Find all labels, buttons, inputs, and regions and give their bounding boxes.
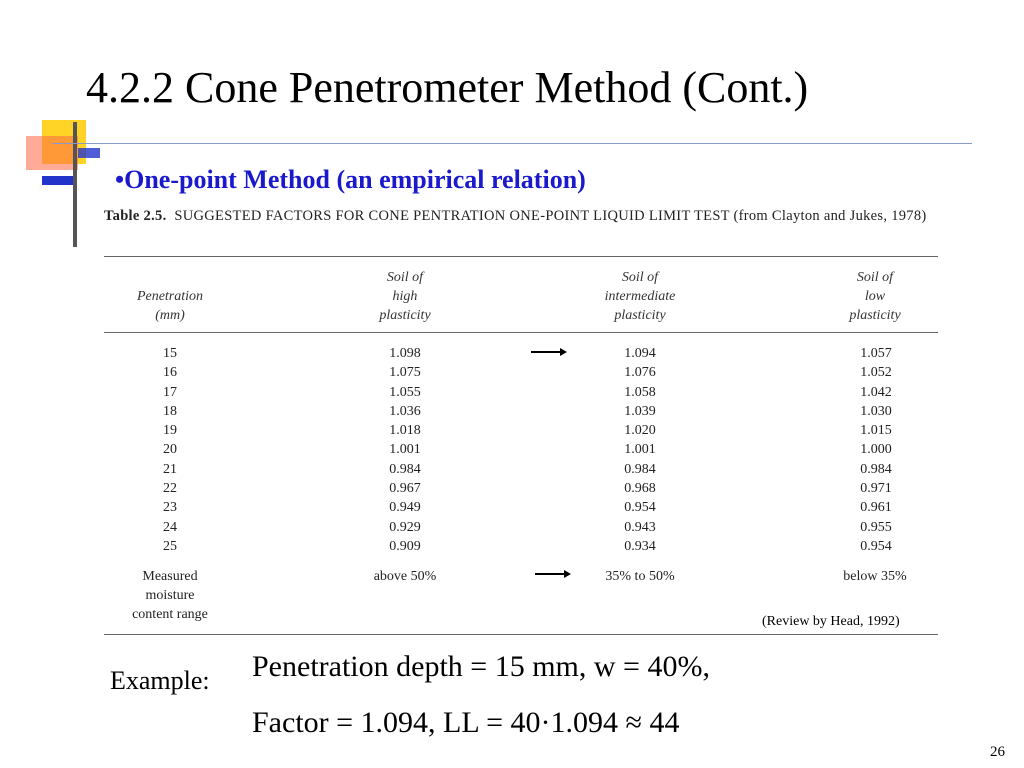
bullet-one-point-method: •One-point Method (an empirical relation) xyxy=(115,165,586,194)
col-header-intermediate: Soil of intermediate plasticity xyxy=(604,270,676,323)
decor-vertical-line xyxy=(73,122,77,247)
table-cell: 19 xyxy=(163,423,177,439)
table-cell: 0.909 xyxy=(389,538,421,554)
title-divider xyxy=(52,143,972,144)
col-values-penetration xyxy=(130,344,210,556)
table-cell: 22 xyxy=(163,481,177,497)
table-cell: 1.057 xyxy=(860,346,892,361)
table-cell: 0.967 xyxy=(389,481,421,497)
table-cell: 18 xyxy=(163,403,177,419)
table-cell: 0.954 xyxy=(624,500,656,516)
table-caption-label: Table 2.5. xyxy=(104,208,167,224)
table-cell: 23 xyxy=(163,500,177,516)
col-header-penetration: Penetration (mm) xyxy=(136,289,204,323)
table-cell: 1.039 xyxy=(624,403,656,419)
table-cell: 1.055 xyxy=(389,384,421,400)
table-cell: 1.075 xyxy=(389,365,421,381)
table-cell: 0.984 xyxy=(860,461,892,477)
table-cell: 0.934 xyxy=(624,538,656,554)
col-header-low: Soil of low plasticity xyxy=(849,270,901,323)
table-cell: 0.943 xyxy=(624,519,656,535)
range-label: Measured moisture content range xyxy=(132,569,208,622)
table-cell: 21 xyxy=(163,461,177,477)
table-cell: 24 xyxy=(163,519,177,535)
table-cell: 0.984 xyxy=(389,461,421,477)
range-high: above 50% xyxy=(373,569,437,584)
arrow-right-icon xyxy=(535,573,569,575)
table-cell: 17 xyxy=(163,384,177,400)
table-cell: 1.098 xyxy=(389,346,421,361)
table-cell: 1.001 xyxy=(624,442,656,458)
table-cell: 1.036 xyxy=(389,403,421,419)
table-cell: 0.955 xyxy=(860,519,892,535)
table-cell: 1.001 xyxy=(389,442,421,458)
table-cell: 0.968 xyxy=(624,481,656,497)
slide-title: 4.2.2 Cone Penetrometer Method (Cont.) xyxy=(86,63,809,112)
col-header-high: Soil of high plasticity xyxy=(379,270,431,323)
decor-blue-bar-small xyxy=(78,148,100,158)
decor-red-block xyxy=(26,136,78,170)
table-cell: 20 xyxy=(163,442,177,458)
table-caption-text: SUGGESTED FACTORS FOR CONE PENTRATION ONE-POINT LIQUID LIMIT TEST (from Clayton and Jukes, 1978) xyxy=(174,208,927,224)
table-cell: 25 xyxy=(163,538,177,554)
col-values-low xyxy=(836,344,916,556)
table-caption xyxy=(104,206,944,227)
table-cell: 1.030 xyxy=(860,403,892,419)
example-equation-2: Factor = 1.094, LL = 40·1.094 ≈ 44 xyxy=(252,706,680,739)
table-rule-top xyxy=(104,256,938,257)
table-cell: 1.020 xyxy=(624,423,656,439)
decor-blue-bar xyxy=(42,176,76,185)
table-cell: 0.971 xyxy=(860,481,892,497)
arrow-right-icon xyxy=(531,351,565,353)
table-cell: 1.058 xyxy=(624,384,656,400)
col-values-intermediate xyxy=(600,344,680,556)
table-cell: 1.018 xyxy=(389,423,421,439)
range-intermediate: 35% to 50% xyxy=(605,569,675,584)
table-cell: 1.042 xyxy=(860,384,892,400)
example-equation-1: Penetration depth = 15 mm, w = 40%, xyxy=(252,650,710,683)
table-cell: 16 xyxy=(163,365,177,381)
range-low: below 35% xyxy=(843,569,907,584)
table-cell: 1.015 xyxy=(860,423,892,439)
table-cell: 1.094 xyxy=(624,346,656,361)
table-cell: 0.954 xyxy=(860,538,892,554)
table-cell: 0.949 xyxy=(389,500,421,516)
col-values-high xyxy=(365,344,445,556)
table-cell: 1.000 xyxy=(860,442,892,458)
table-cell: 0.984 xyxy=(624,461,656,477)
table-cell: 0.929 xyxy=(389,519,421,535)
table-cell: 1.076 xyxy=(624,365,656,381)
example-label: Example: xyxy=(110,666,210,695)
table-rule-bottom xyxy=(104,634,938,635)
page-number: 26 xyxy=(990,744,1005,760)
table-rule-header xyxy=(104,332,938,333)
table-source: (Review by Head, 1992) xyxy=(762,614,900,629)
table-cell: 15 xyxy=(163,346,177,361)
table-cell: 1.052 xyxy=(860,365,892,381)
table-cell: 0.961 xyxy=(860,500,892,516)
